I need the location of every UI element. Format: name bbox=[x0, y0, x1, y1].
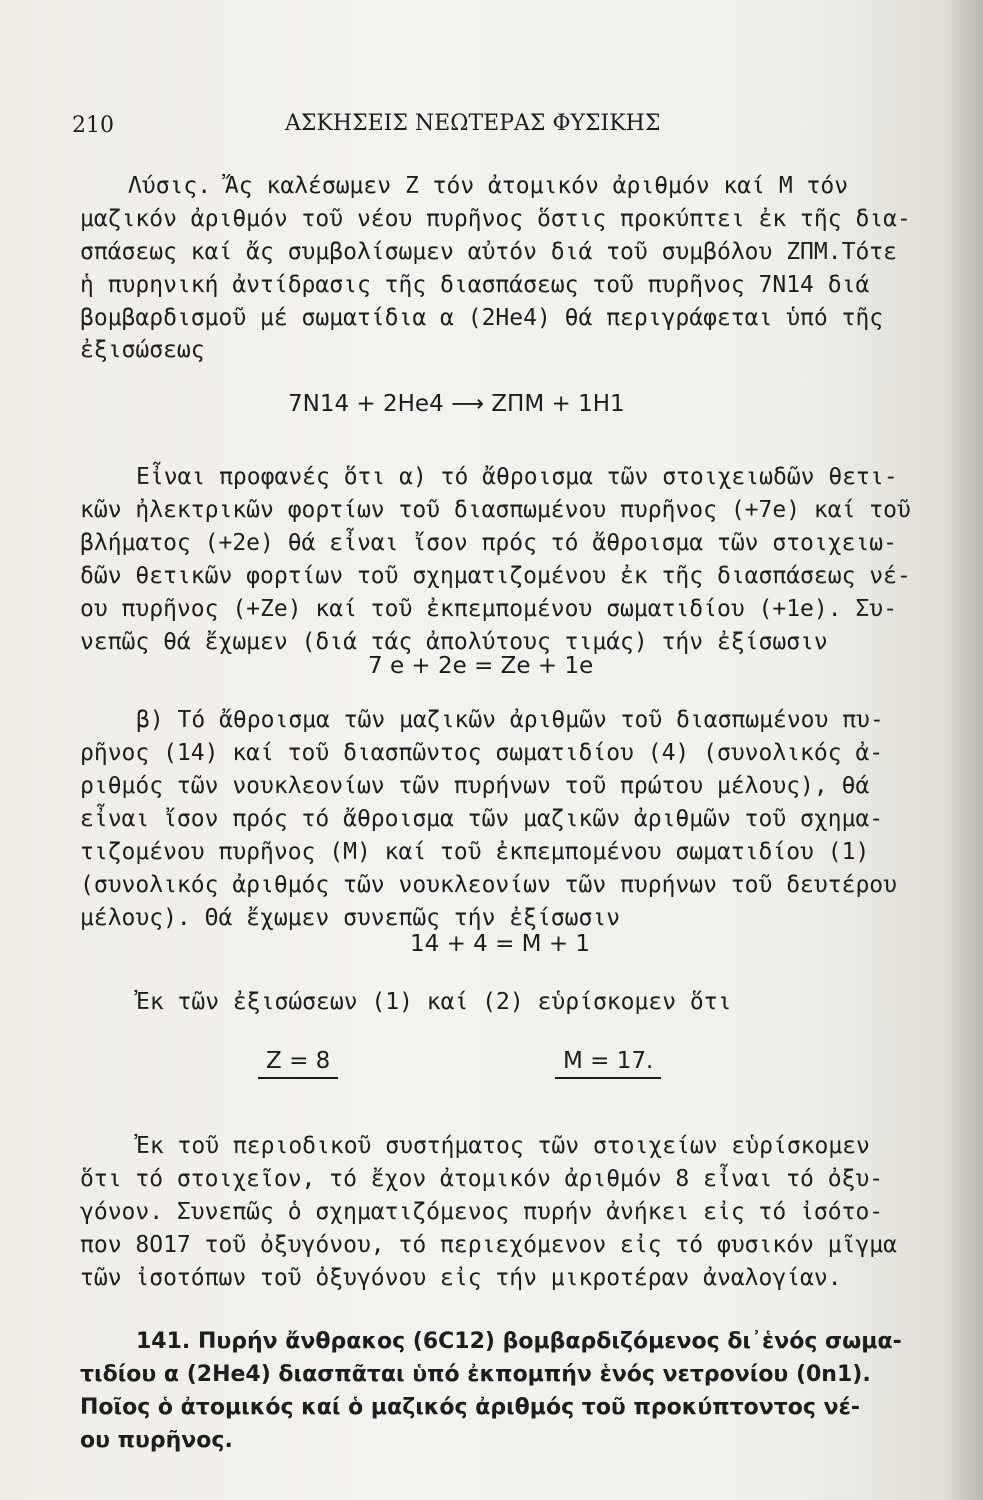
text-line: τιζομένου πυρῆνος (Μ) καί τοῦ ἐκπεμπομένου σωματιδίου (1) bbox=[80, 839, 870, 865]
text-line: (συνολικός ἀριθμός τῶν νουκλεονίων τῶν πυρήνων τοῦ δευτέρου bbox=[80, 872, 897, 898]
text-line: σπάσεως καί ἄς συμβολίσωμεν αὐτόν διά τοῦ συμβόλου ZΠM.Τότε bbox=[80, 239, 897, 265]
text-line: δῶν θετικῶν φορτίων τοῦ σχηματιζομένου ἐκ τῆς διασπάσεως νέ- bbox=[80, 563, 911, 589]
text-line: ἐξισώσεως bbox=[80, 337, 205, 363]
text-line: μαζικόν ἀριθμόν τοῦ νέου πυρῆνος ὅστις προκύπτει ἐκ τῆς δια- bbox=[80, 206, 911, 232]
text-line: βομβαρδισμοῦ μέ σωματίδια α (2He4) θά περιγράφεται ὑπό τῆς bbox=[80, 305, 884, 331]
text-line: μέλους). Θά ἔχωμεν συνεπῶς τήν ἐξίσωσιν bbox=[80, 905, 621, 931]
text-line: ριθμός τῶν νουκλεονίων τῶν πυρήνων τοῦ πρώτου μέλους), θά bbox=[80, 773, 870, 799]
result-z: Z = 8 bbox=[258, 1047, 338, 1079]
running-title: ΑΣΚΗΣΕΙΣ ΝΕΩΤΕΡΑΣ ΦΥΣΙΚΗΣ bbox=[285, 111, 661, 136]
text-line: Ἐκ τοῦ περιοδικοῦ συστήματος τῶν στοιχείων εὑρίσκομεν bbox=[136, 1133, 870, 1159]
nuclear-reaction-equation: 7N14 + 2He4 ⟶ ZΠM + 1H1 bbox=[288, 391, 625, 417]
problem-line: Ποῖος ὁ ἀτομικός καί ὁ μαζικός ἀριθμός τοῦ προκύπτοντος νέ- bbox=[80, 1395, 860, 1420]
text-line: ου πυρῆνος (+Ze) καί τοῦ ἐκπεμπομένου σωματιδίου (+1e). Συ- bbox=[80, 596, 897, 622]
text-line: ὅτι τό στοιχεῖον, τό ἔχον ἀτομικόν ἀριθμόν 8 εἶναι τό ὀξυ- bbox=[80, 1166, 884, 1192]
result-m: M = 17. bbox=[555, 1047, 661, 1079]
text-line: Ἐκ τῶν ἐξισώσεων (1) καί (2) εὑρίσκομεν ὅτι bbox=[136, 989, 732, 1015]
text-line: τῶν ἰσοτόπων τοῦ ὀξυγόνου εἰς τήν μικροτέραν ἀναλογίαν. bbox=[80, 1265, 842, 1291]
problem-line: τιδίου α (2He4) διασπᾶται ὑπό ἐκπομπήν ἑνός νετρονίου (0n1). bbox=[80, 1362, 871, 1387]
equation-2: 14 + 4 = M + 1 bbox=[410, 931, 591, 957]
equation-1: 7 e + 2e = Ze + 1e bbox=[368, 653, 594, 679]
text-line: Λύσις. Ἄς καλέσωμεν Ζ τόν ἀτομικόν ἀριθμόν καί Μ τόν bbox=[128, 173, 849, 199]
text-line: Εἶναι προφανές ὅτι α) τό ἄθροισμα τῶν στοιχειωδῶν θετι- bbox=[136, 464, 898, 490]
text-line: νεπῶς θά ἔχωμεν (διά τάς ἀπολύτους τιμάς) τήν ἐξίσωσιν bbox=[80, 629, 828, 655]
text-line: β) Τό ἄθροισμα τῶν μαζικῶν ἀριθμῶν τοῦ διασπωμένου πυ- bbox=[136, 707, 884, 733]
text-line: ἡ πυρηνική ἀντίδρασις τῆς διασπάσεως τοῦ πυρῆνος 7N14 διά bbox=[80, 272, 870, 298]
text-line: ρῆνος (14) καί τοῦ διασπῶντος σωματιδίου (4) (συνολικός ἀ- bbox=[80, 740, 884, 766]
text-line: πον 8O17 τοῦ ὀξυγόνου, τό περιεχόμενον εἰς τό φυσικόν μῖγμα bbox=[80, 1232, 897, 1258]
text-line: εἶναι ἴσον πρός τό ἄθροισμα τῶν μαζικῶν ἀριθμῶν τοῦ σχημα- bbox=[80, 806, 884, 832]
page-edge-shadow bbox=[943, 0, 983, 1500]
text-line: γόνον. Συνεπῶς ὁ σχηματιζόμενος πυρήν ἀνήκει εἰς τό ἰσότο- bbox=[80, 1199, 884, 1225]
page-number: 210 bbox=[72, 113, 114, 138]
text-line: βλήματος (+2e) θά εἶναι ἴσον πρός τό ἄθροισμα τῶν στοιχειω- bbox=[80, 530, 897, 556]
text-line: κῶν ἠλεκτρικῶν φορτίων τοῦ διασπωμένου πυρῆνος (+7e) καί τοῦ bbox=[80, 497, 911, 523]
problem-line: 141. Πυρήν ἄνθρακος (6C12) βομβαρδιζόμενος δι᾽ἑνός σωμα- bbox=[136, 1329, 902, 1354]
problem-line: ου πυρῆνος. bbox=[80, 1428, 233, 1453]
